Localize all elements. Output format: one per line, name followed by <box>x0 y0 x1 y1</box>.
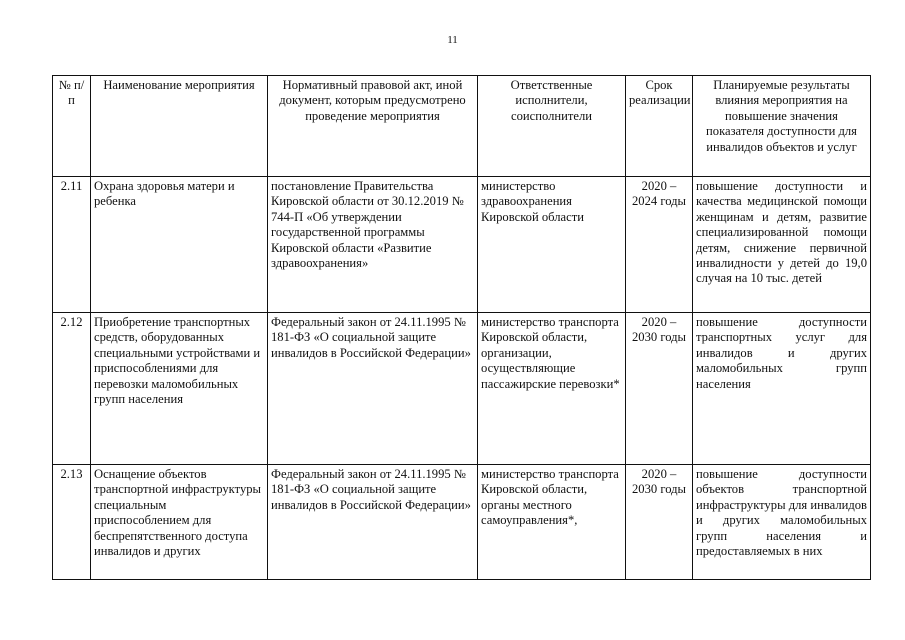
header-name: Наименование мероприятия <box>91 76 268 177</box>
row-executors: министерство транспорта Кировской области, органы местного самоуправления*, <box>478 465 626 580</box>
row-executors: министерство здравоохранения Кировской области <box>478 177 626 313</box>
row-number: 2.12 <box>53 313 91 465</box>
table-row <box>53 465 871 580</box>
table-row <box>53 177 871 313</box>
row-term: 2020 – 2024 годы <box>626 177 693 313</box>
row-legal-act: Федеральный закон от 24.11.1995 № 181-ФЗ «О социальной защите инвалидов в Российской Федерации» <box>268 313 478 465</box>
header-number: № п/п <box>53 76 91 177</box>
measures-table <box>52 75 871 580</box>
row-name: Приобретение транспортных средств, оборудованных специальными устройствами и приспособлениями для перевозки маломобильных групп населения <box>91 313 268 465</box>
header-term: Срок реализации <box>626 76 693 177</box>
header-executors: Ответственные исполнители, соисполнители <box>478 76 626 177</box>
row-name: Охрана здоровья матери и ребенка <box>91 177 268 313</box>
header-results: Планируемые результаты влияния мероприятия на повышение значения показателя доступности для инвалидов объектов и услуг <box>693 76 871 177</box>
row-term: 2020 – 2030 годы <box>626 313 693 465</box>
page-number: 11 <box>447 34 458 46</box>
row-executors: министерство транспорта Кировской области, организации, осуществляющие пассажирские перевозки* <box>478 313 626 465</box>
row-legal-act: Федеральный закон от 24.11.1995 № 181-ФЗ «О социальной защите инвалидов в Российской Федерации» <box>268 465 478 580</box>
row-term: 2020 – 2030 годы <box>626 465 693 580</box>
table-header-row <box>53 76 871 177</box>
header-legal-act: Нормативный правовой акт, иной документ, которым предусмотрено проведение мероприятия <box>268 76 478 177</box>
row-number: 2.11 <box>53 177 91 313</box>
row-legal-act: постановление Правительства Кировской области от 30.12.2019 № 744-П «Об утверждении государственной программы Кировской области «Развитие здравоохранения» <box>268 177 478 313</box>
row-name: Оснащение объектов транспортной инфраструктуры специальным приспособлением для беспрепятственного доступа инвалидов и других <box>91 465 268 580</box>
table-row <box>53 313 871 465</box>
row-result: повышение доступности и качества медицинской помощи женщинам и детям, развитие специализированной помощи детям, снижение первичной инвалидности у детей до 19,0 случая на 10 тыс. детей <box>693 177 871 313</box>
row-result: повышение доступности транспортных услуг для инвалидов и других маломобильных групп населения <box>693 313 871 465</box>
row-number: 2.13 <box>53 465 91 580</box>
row-result: повышение доступности объектов транспортной инфраструктуры для инвалидов и других маломобильных групп населения и предоставляемых в них <box>693 465 871 580</box>
